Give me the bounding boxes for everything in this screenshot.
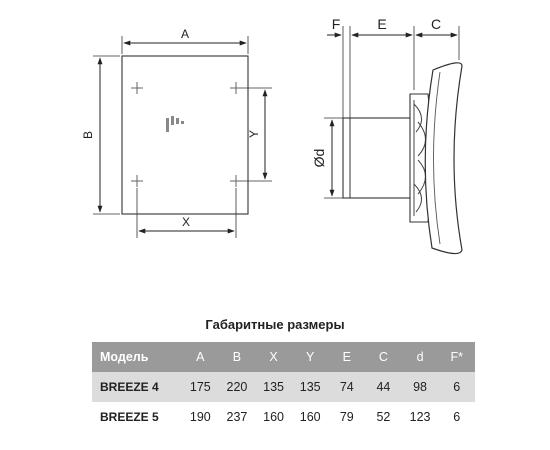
dimension-d (311, 118, 343, 198)
cell-x: 160 (255, 402, 292, 432)
brand-logo-icon (166, 116, 184, 132)
dimension-b-label: B (81, 130, 95, 140)
dimension-x-label: X (181, 215, 191, 229)
table-header-row (92, 342, 475, 372)
header-a: A (182, 342, 219, 372)
header-d: d (402, 342, 439, 372)
cell-b: 237 (219, 402, 256, 432)
cell-f: 6 (438, 402, 475, 432)
dimension-f-label: F (331, 16, 341, 32)
cell-c: 52 (365, 402, 402, 432)
dimension-b (81, 56, 120, 214)
dimension-e-label: E (377, 16, 387, 32)
side-view (311, 16, 462, 254)
dimension-a-label: A (180, 27, 190, 41)
cell-f: 6 (438, 372, 475, 402)
curved-front-panel (425, 63, 462, 254)
cell-x: 135 (255, 372, 292, 402)
cell-b: 220 (219, 372, 256, 402)
cell-a: 175 (182, 372, 219, 402)
dimension-a (122, 27, 248, 54)
front-panel-outline (122, 56, 248, 214)
cell-model: BREEZE 5 (92, 402, 182, 432)
header-e: E (329, 342, 366, 372)
header-c: C (365, 342, 402, 372)
cell-a: 190 (182, 402, 219, 432)
header-x: X (255, 342, 292, 372)
dimensions-table (92, 342, 475, 432)
mounting-hole-marks (131, 82, 242, 187)
dimension-y (242, 88, 272, 181)
table-title: Габаритные размеры (205, 317, 345, 332)
cell-e: 79 (329, 402, 366, 432)
dimension-c-label: C (430, 16, 442, 32)
dimension-x (137, 188, 236, 238)
header-y: Y (292, 342, 329, 372)
cell-d: 98 (402, 372, 439, 402)
cell-model: BREEZE 4 (92, 372, 182, 402)
header-f: F* (438, 342, 475, 372)
front-view (81, 27, 272, 238)
header-model: Модель (92, 342, 182, 372)
table-row (92, 372, 475, 402)
header-b: B (219, 342, 256, 372)
dimension-y-label: Y (247, 129, 261, 139)
duct-spigot (343, 118, 415, 198)
dimension-d-label: Ød (311, 148, 327, 168)
cell-e: 74 (329, 372, 366, 402)
cell-d: 123 (402, 402, 439, 432)
cell-c: 44 (365, 372, 402, 402)
cell-y: 135 (292, 372, 329, 402)
cell-y: 160 (292, 402, 329, 432)
table-row (92, 402, 475, 432)
